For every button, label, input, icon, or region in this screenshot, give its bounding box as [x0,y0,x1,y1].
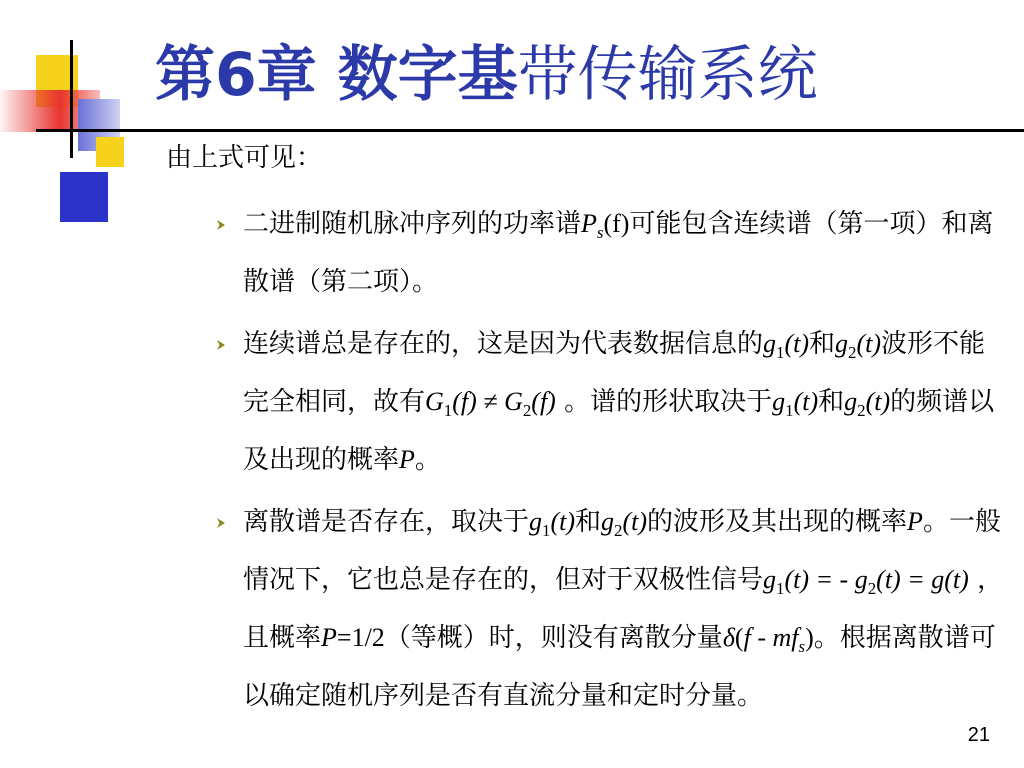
arrow-bullet-icon [215,339,227,351]
bullet1-psf-P: P [581,209,597,238]
bullet1-text-a: 二进制随机脉冲序列的功率谱 [243,209,582,239]
bullet3-eq-g-t: (t) [944,565,969,594]
bullet2-P: P [399,445,415,474]
bullet2-g2-b: g [844,387,858,416]
bullet2-G2-f: (f) [531,387,556,416]
bullet3-text-c: 。一般情况下，它也总是存在的，但对于双极性信号 [243,507,1001,595]
bullet3-g2: g [601,507,615,536]
bullet3-eq-g2-t: (t) = [876,565,932,594]
bullet2-g1-a: g [763,329,777,358]
bullet3-eq-g1-t: (t) = - [784,565,855,594]
bullet3-text-a: 离散谱是否存在，取决于 [243,507,530,537]
bullet3-delta-mf: mf [772,623,799,652]
bullet2-g2-a-t: (t) [856,329,882,358]
bullet3-g1-sub: 1 [542,521,551,541]
bullet3-P2: P [321,623,337,652]
deco-vertical-line [70,40,73,158]
title-underline [36,129,1024,132]
bullet3-he: 和 [575,507,602,537]
bullet-item-2 [215,315,1005,489]
bullet2-g2-b-sub: 2 [857,401,866,421]
bullet2-g2-a-sub: 2 [848,343,857,363]
slide-title-part1: 第6章 数字基 [155,40,518,110]
bullet3-g2-sub: 2 [614,521,623,541]
bullet-item-1 [215,195,1005,311]
bullet2-text-d: 的频谱以及出现的概率 [243,387,995,475]
arrow-bullet-icon [215,219,227,231]
bullet3-g1: g [529,507,543,536]
bullet2-g1-b-sub: 1 [785,401,794,421]
bullet3-eq-g2: g [854,565,868,594]
deco-yellow-small-square [96,137,124,167]
slide-title [155,30,818,120]
bullet2-G1-f: (f) ≠ [452,387,505,416]
bullet2-g2-a: g [835,329,849,358]
bullet3-eq-g2-sub: 2 [867,579,877,599]
bullet2-G1-sub: 1 [443,401,453,421]
slide-title-part2: 带传输系统 [517,40,818,110]
bullet2-G2: G [504,387,523,416]
bullet3-delta-open: ( [734,623,744,652]
bullet3-delta: δ [722,623,735,652]
bullet2-G1: G [425,387,444,416]
bullet1-psf-tail: (f) [603,209,630,238]
bullet1-text-b: 可能包含连续谱（第一项）和离散谱（第二项）。 [243,209,994,297]
bullet-list [215,195,1005,729]
bullet2-text-b: 波形不能完全相同，故有 [243,329,986,417]
intro-text: 由上式可见： [166,143,323,173]
bullet3-g1-t: (t) [550,507,576,536]
bullet2-he-b: 和 [818,387,845,417]
bullet3-eq-g1: g [763,565,777,594]
page-number: 21 [967,724,990,746]
bullet-item-3 [215,493,1005,725]
bullet3-eq-g1-sub: 1 [776,579,785,599]
arrow-bullet-icon [215,517,227,529]
bullet2-text-e: 。 [414,445,441,475]
deco-blue-square [60,172,108,222]
bullet2-text-a: 连续谱总是存在的，这是因为代表数据信息的 [243,329,764,359]
bullet2-g1-a-sub: 1 [776,343,785,363]
bullet3-eq-g: g [931,565,945,594]
bullet2-g1-b: g [772,387,786,416]
bullet2-g2-b-t: (t) [865,387,891,416]
bullet3-p-eq: =1/2 [336,623,385,652]
bullet2-g1-b-t: (t) [793,387,819,416]
bullet3-text-d: ，且概率 [243,565,1004,653]
bullet3-delta-s: s [798,637,806,657]
bullet2-G2-sub: 2 [522,401,532,421]
bullet3-text-e: （等概）时，则没有离散分量 [384,623,723,653]
bullet2-g1-a-t: (t) [784,329,810,358]
bullet3-P: P [907,507,923,536]
bullet3-text-f: 。根据离散谱可以确定随机序列是否有直流分量和定时分量。 [243,623,996,711]
bullet3-delta-f: f [743,623,751,652]
bullet2-he-a: 和 [809,329,836,359]
bullet2-text-c: 。谱的形状取决于 [555,387,773,417]
bullet3-delta-mid: - [750,623,773,652]
bullet3-text-b: 的波形及其出现的概率 [647,507,908,537]
bullet3-delta-close: ) [805,623,814,652]
bullet3-g2-t: (t) [622,507,648,536]
bullet1-psf-sub: s [596,223,604,243]
